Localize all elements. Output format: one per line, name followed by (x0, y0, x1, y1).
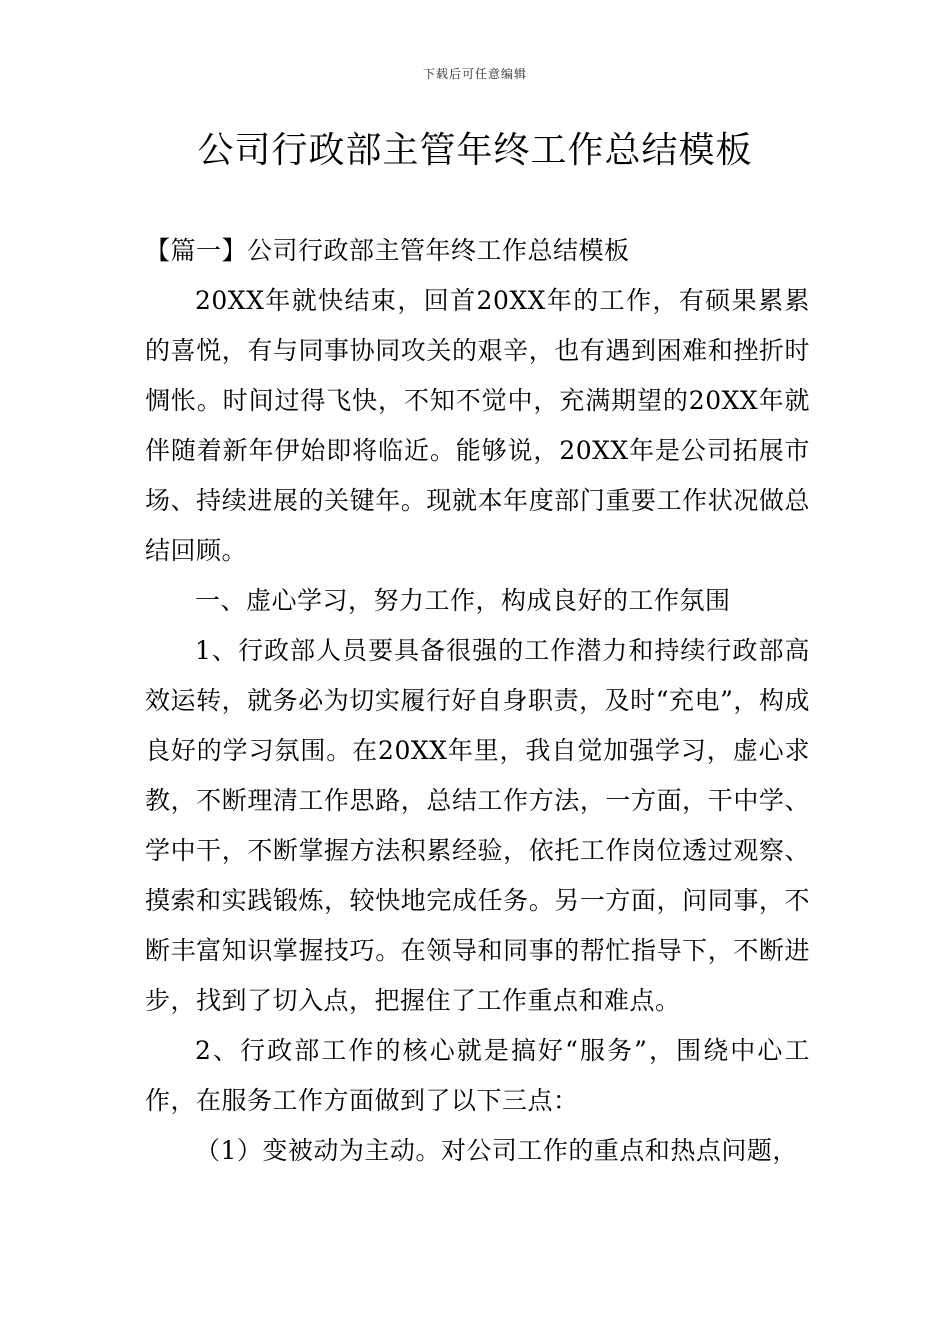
section-label: 【篇一】公司行政部主管年终工作总结模板 (145, 236, 630, 265)
paragraph-intro: 20XX年就快结束，回首20XX年的工作，有硕果累累的喜悦，有与同事协同攻关的艰辛，也有遇到困难和挫折时惆怅。时间过得飞快，不知不觉中，充满期望的20XX年就伴随着新年伊始即将临近。能够说，20XX年是公司拓展市场、持续进展的关键年。现就本年度部门重要工作状况做总结回顾。 (145, 286, 810, 565)
header-note: 下载后可任意编辑 (422, 67, 527, 81)
heading-section-one: 一、虚心学习，努力工作，构成良好的工作氛围 (195, 586, 731, 615)
document-title: 公司行政部主管年终工作总结模板 (197, 130, 753, 171)
paragraph-item-2: 2、行政部工作的核心就是搞好“服务”，围绕中心工作，在服务工作方面做到了以下三点： (145, 1036, 810, 1115)
paragraph-subitem-1: （1）变被动为主动。对公司工作的重点和热点问题， (195, 1136, 798, 1165)
document-body (145, 226, 810, 1176)
paragraph-item-1: 1、行政部人员要具备很强的工作潜力和持续行政部高效运转，就务必为切实履行好自身职责，及时“充电”，构成良好的学习氛围。在20XX年里，我自觉加强学习，虚心求教，不断理清工作思路，总结工作方法，一方面，干中学、学中干，不断掌握方法积累经验，依托工作岗位透过观察、摸索和实践锻炼，较快地完成任务。另一方面，问同事，不断丰富知识掌握技巧。在领导和同事的帮忙指导下，不断进步，找到了切入点，把握住了工作重点和难点。 (145, 636, 810, 1015)
